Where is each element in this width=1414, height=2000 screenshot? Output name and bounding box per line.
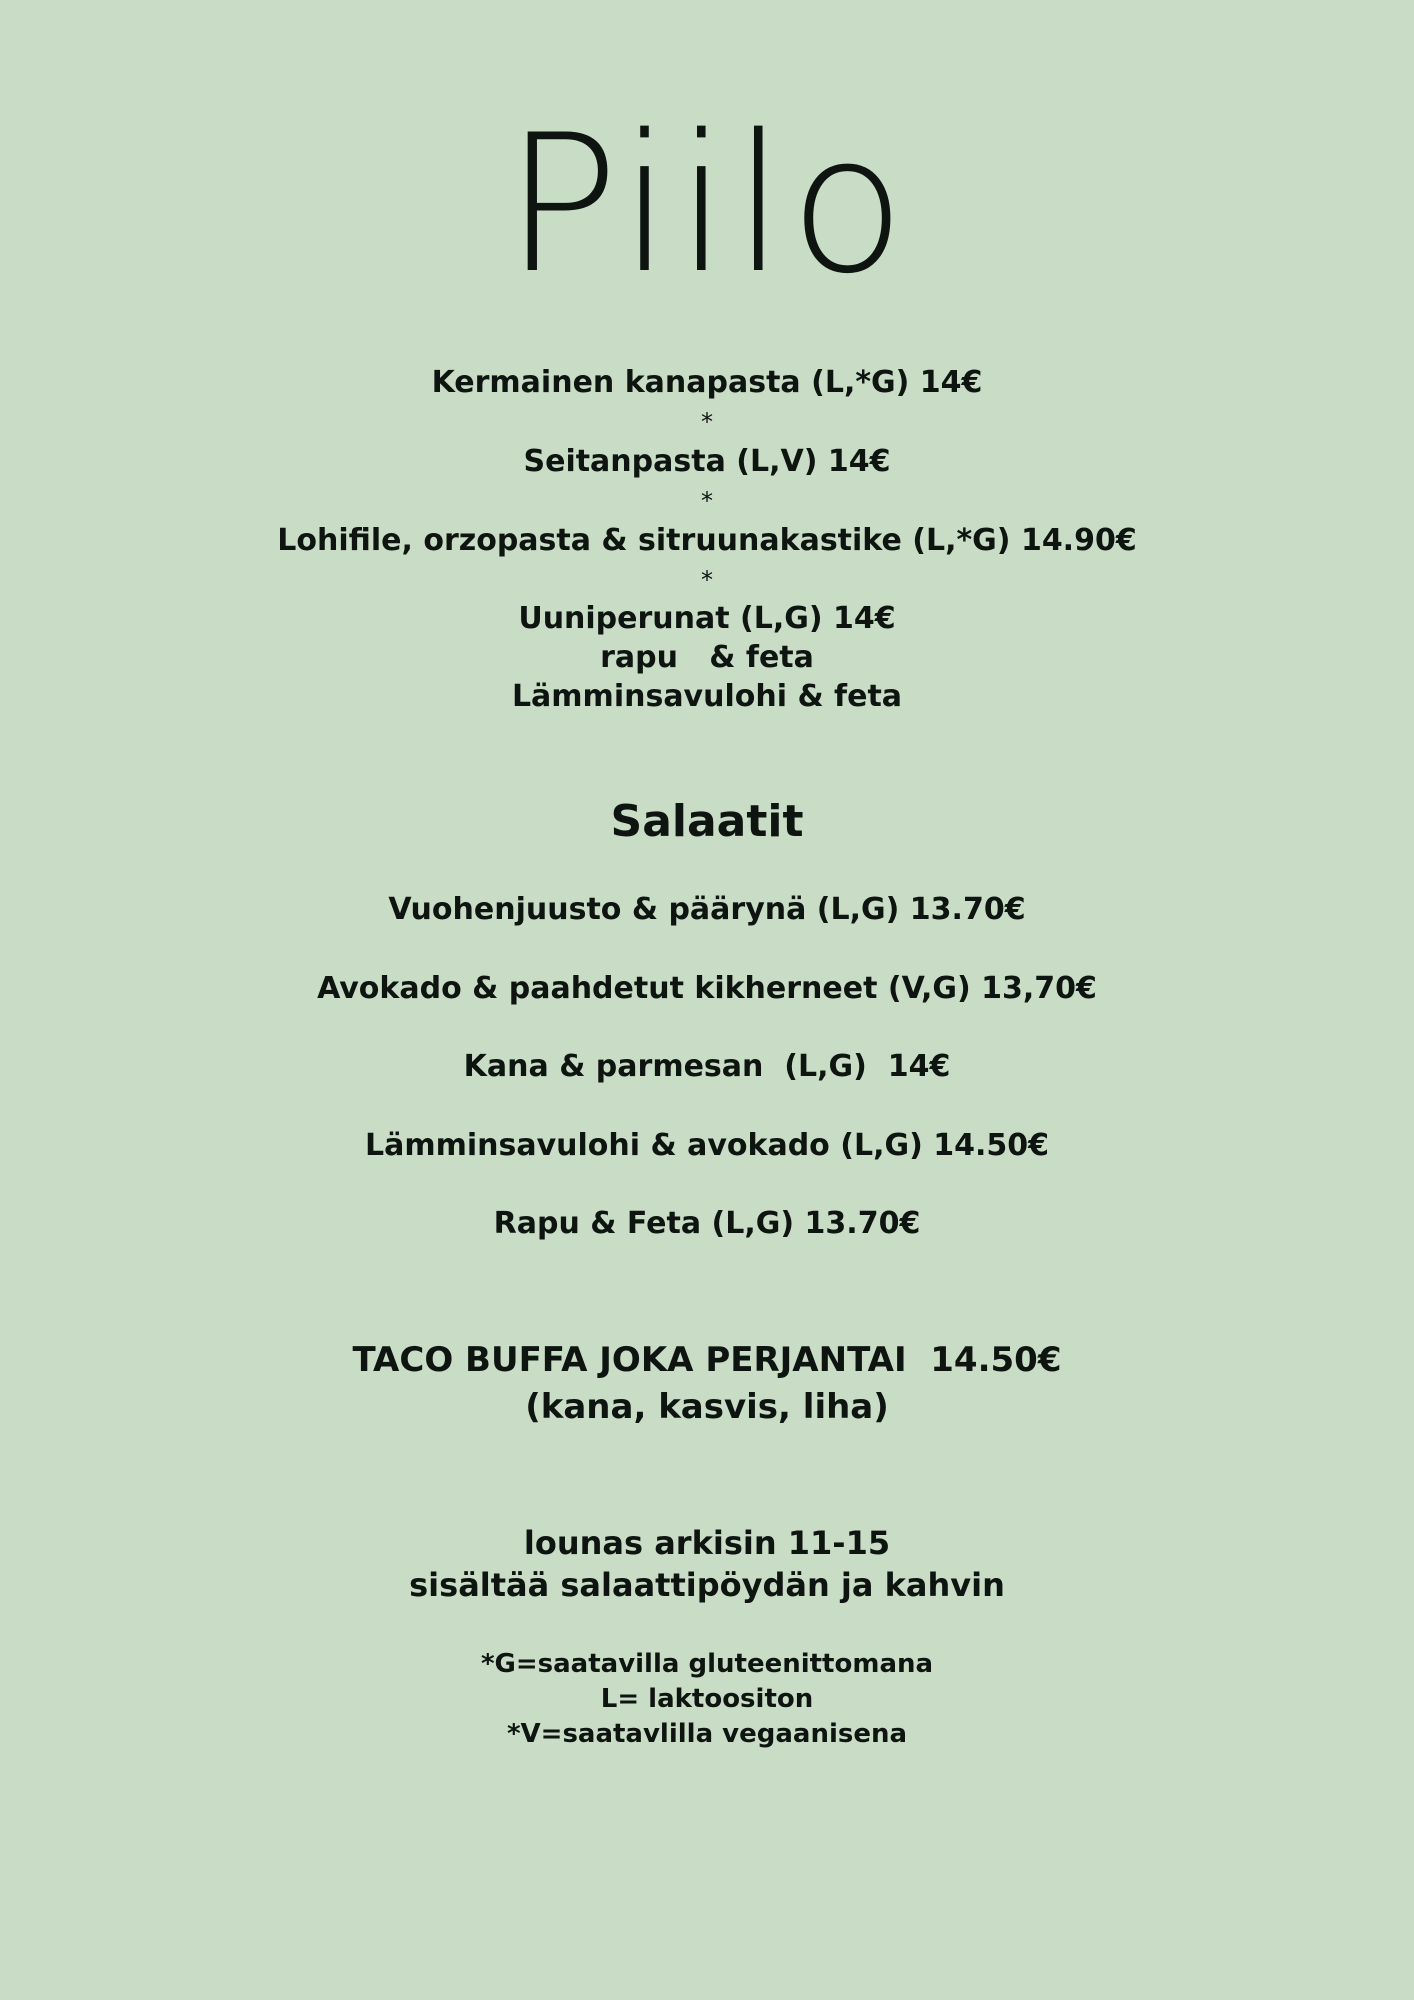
dish-item: Uuniperunat (L,G) 14€ <box>518 601 896 636</box>
legend-item: *G=saatavilla gluteenittomana <box>480 1649 934 1679</box>
potato-option: Lämminsavulohi & feta <box>511 679 903 714</box>
salad-item: Kana & parmesan (L,G) 14€ <box>463 1049 951 1084</box>
salads-heading: Salaatit <box>610 796 804 847</box>
separator: * <box>701 408 713 436</box>
taco-buffet-options: (kana, kasvis, liha) <box>525 1387 889 1427</box>
lunch-includes: sisältää salaattipöydän ja kahvin <box>409 1566 1005 1604</box>
salad-item: Lämminsavulohi & avokado (L,G) 14.50€ <box>364 1128 1050 1163</box>
dish-item: Lohifile, orzopasta & sitruunakastike (L,*G) 14.90€ <box>277 523 1137 558</box>
legend-item: L= laktoositon <box>600 1684 814 1714</box>
restaurant-title: Piilo <box>504 94 910 315</box>
legend-item: *V=saatavlilla vegaanisena <box>506 1719 908 1749</box>
separator: * <box>701 487 713 515</box>
dish-item: Seitanpasta (L,V) 14€ <box>523 444 891 479</box>
salad-item: Avokado & paahdetut kikherneet (V,G) 13,70€ <box>317 971 1097 1006</box>
taco-buffet-title: TACO BUFFA JOKA PERJANTAI 14.50€ <box>352 1340 1062 1380</box>
dish-item: Kermainen kanapasta (L,*G) 14€ <box>431 365 983 400</box>
potato-option: rapu & feta <box>600 640 814 675</box>
lunch-hours: lounas arkisin 11-15 <box>523 1524 891 1562</box>
salad-item: Vuohenjuusto & päärynä (L,G) 13.70€ <box>388 892 1026 927</box>
salad-item: Rapu & Feta (L,G) 13.70€ <box>493 1206 921 1241</box>
separator: * <box>701 566 713 594</box>
